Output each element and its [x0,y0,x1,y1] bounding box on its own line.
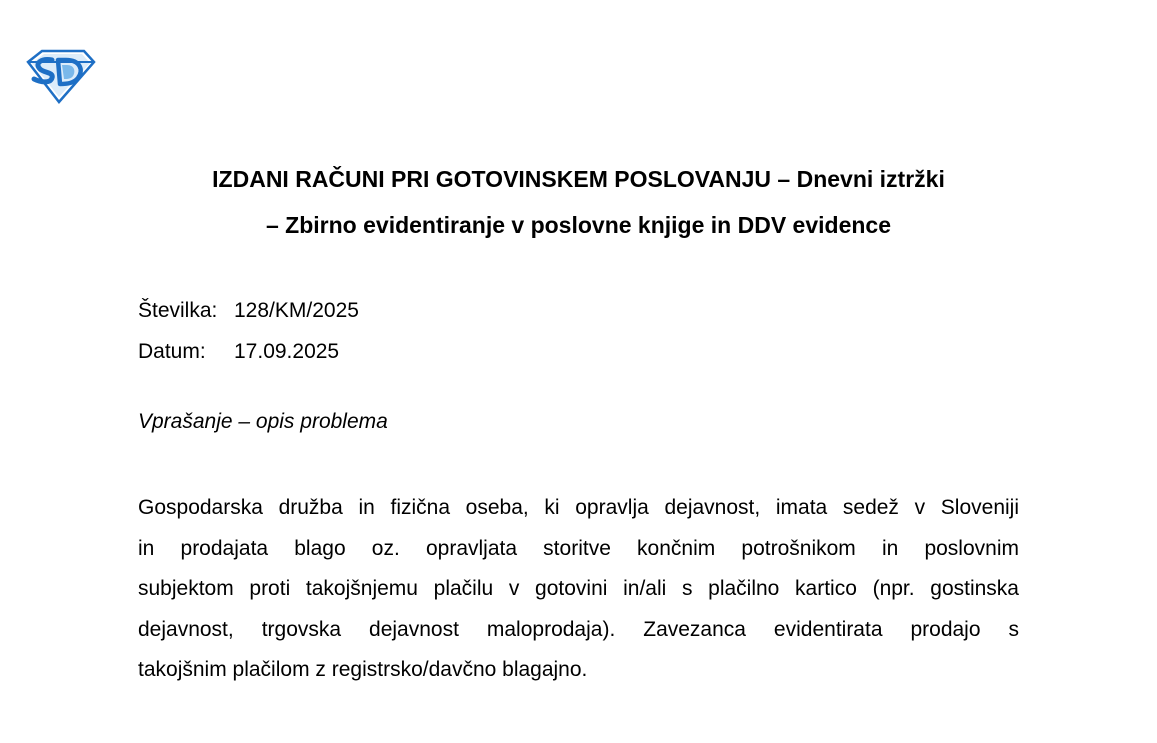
paragraph-line: Gospodarska družba in fizična oseba, ki opravlja dejavnost, imata sedež v Sloveniji [138,496,1019,519]
number-value: 128/KM/2025 [234,299,359,322]
date-label: Datum: [138,340,206,363]
paragraph-line: in prodajata blago oz. opravljata storitve končnim potrošnikom in poslovnim [138,536,1019,560]
document-meta [138,290,359,372]
paragraph-line: dejavnost, trgovska dejavnost maloprodaja). Zavezanca evidentirata prodajo s [138,617,1019,641]
title-line-1: IZDANI RAČUNI PRI GOTOVINSKEM POSLOVANJU – Dnevni iztržki [212,166,945,192]
title-line-2: – Zbirno evidentiranje v poslovne knjige in DDV evidence [266,212,891,238]
date-row [138,331,359,372]
number-label: Številka: [138,299,218,322]
section-heading: Vprašanje – opis problema [138,410,388,433]
paragraph-line: takojšnim plačilom z registrsko/davčno blagajno. [138,658,588,681]
paragraph-line: subjektom proti takojšnjemu plačilu v gotovini in/ali s plačilno kartico (npr. gostinska [138,577,1019,600]
body-paragraph [138,488,1019,691]
number-row [138,290,359,331]
document-title [0,156,1157,248]
date-value: 17.09.2025 [234,340,340,363]
company-logo-icon [22,48,96,104]
